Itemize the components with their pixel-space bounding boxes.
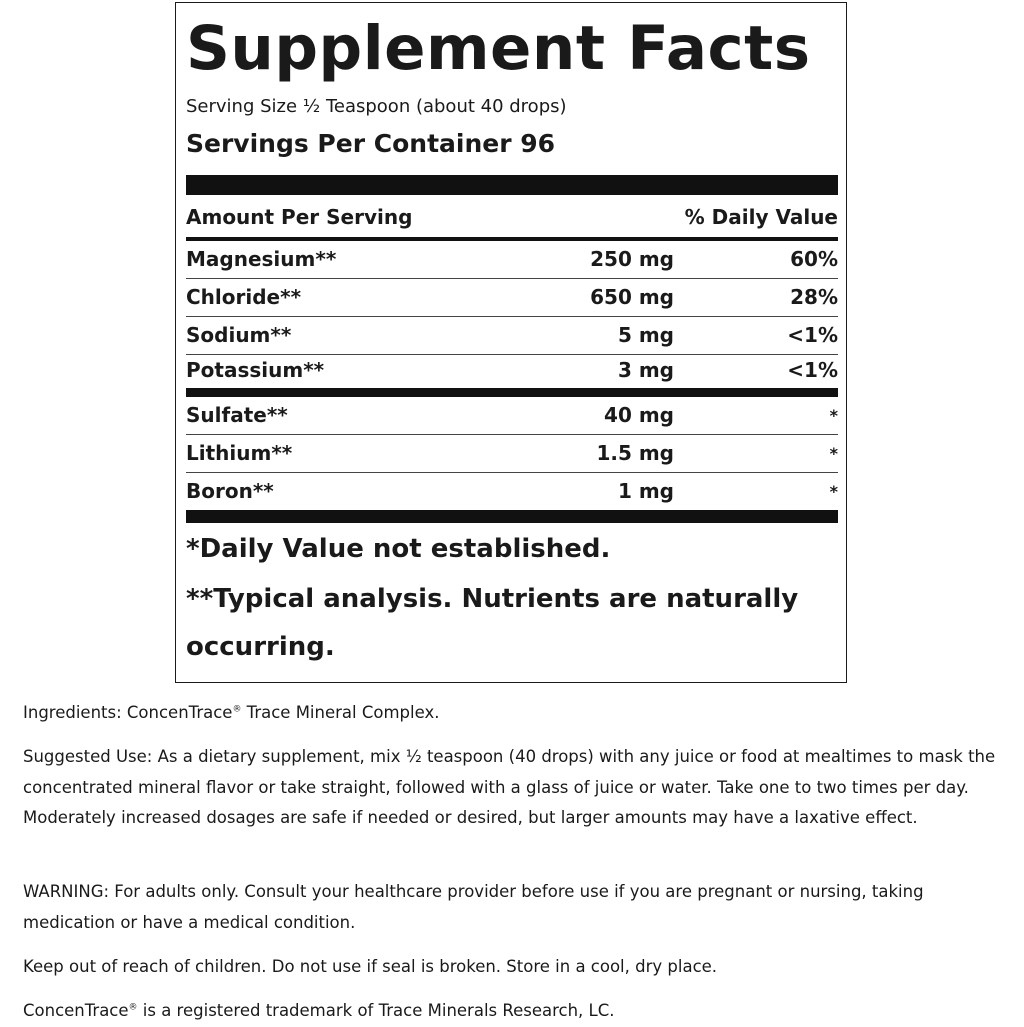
servings-per-container: Servings Per Container 96 [186, 129, 556, 158]
nutrient-amount: 3 mg [617, 358, 674, 382]
divider-thick [186, 510, 838, 523]
nutrient-row-magnesium [186, 241, 838, 279]
supplement-facts-panel [175, 2, 847, 683]
nutrient-row-potassium [186, 352, 838, 389]
footnote-typical-analysis: **Typical analysis. Nutrients are naturally occurring. [186, 584, 799, 662]
nutrient-amount: 5 mg [617, 323, 674, 347]
panel-title: Supplement Facts [186, 13, 811, 84]
nutrient-row-sulfate [186, 397, 838, 435]
nutrient-dv: <1% [787, 323, 838, 347]
amount-per-serving-label: Amount Per Serving [186, 205, 413, 229]
nutrient-name: Potassium** [186, 358, 325, 382]
nutrient-row-lithium [186, 435, 838, 473]
nutrient-row-sodium [186, 317, 838, 355]
nutrient-amount: 250 mg [590, 247, 674, 271]
nutrient-name: Sulfate** [186, 403, 288, 427]
nutrient-dv: * [829, 482, 838, 501]
ingredients-prefix: Ingredients: ConcenTrace [23, 703, 233, 722]
registered-mark: ® [232, 704, 242, 715]
divider-thick [186, 388, 838, 397]
registered-mark: ® [128, 1002, 138, 1013]
nutrient-row-chloride [186, 279, 838, 317]
nutrient-dv: * [829, 406, 838, 425]
nutrient-name: Boron** [186, 479, 274, 503]
suggested-use-text: Suggested Use: As a dietary supplement, mix ½ teaspoon (40 drops) with any juice or food at mealtimes to mask the concentrated mineral flavor or take straight, followed with a glass of juice or water. Take one to two times per day. Moderately increased dosages are safe if needed or desired, but larger amounts may have a laxative effect. [23, 747, 996, 827]
nutrient-name: Sodium** [186, 323, 292, 347]
daily-value-label: % Daily Value [684, 205, 838, 229]
nutrient-name: Chloride** [186, 285, 302, 309]
nutrient-amount: 1 mg [617, 479, 674, 503]
warning-text: WARNING: For adults only. Consult your healthcare provider before use if you are pregnant or nursing, taking medication or have a medical condition. [23, 882, 924, 932]
ingredients-text [23, 698, 1013, 729]
nutrient-dv: * [829, 444, 838, 463]
serving-size: Serving Size ½ Teaspoon (about 40 drops) [186, 96, 567, 117]
storage-text: Keep out of reach of children. Do not use if seal is broken. Store in a cool, dry place. [23, 957, 718, 976]
trademark-prefix: ConcenTrace [23, 1001, 129, 1020]
trademark-text [23, 996, 1013, 1027]
table-header [186, 199, 838, 235]
nutrient-name: Lithium** [186, 441, 293, 465]
nutrient-dv: 60% [790, 247, 838, 271]
nutrient-name: Magnesium** [186, 247, 337, 271]
nutrient-dv: 28% [790, 285, 838, 309]
trademark-suffix: is a registered trademark of Trace Minerals Research, LC. [137, 1001, 615, 1020]
nutrient-amount: 650 mg [590, 285, 674, 309]
nutrient-amount: 1.5 mg [596, 441, 674, 465]
nutrient-amount: 40 mg [604, 403, 674, 427]
divider-thick [186, 175, 838, 195]
ingredients-suffix: Trace Mineral Complex. [241, 703, 440, 722]
nutrient-row-boron [186, 473, 838, 510]
footnote-daily-value: *Daily Value not established. [186, 534, 611, 564]
nutrient-dv: <1% [787, 358, 838, 382]
